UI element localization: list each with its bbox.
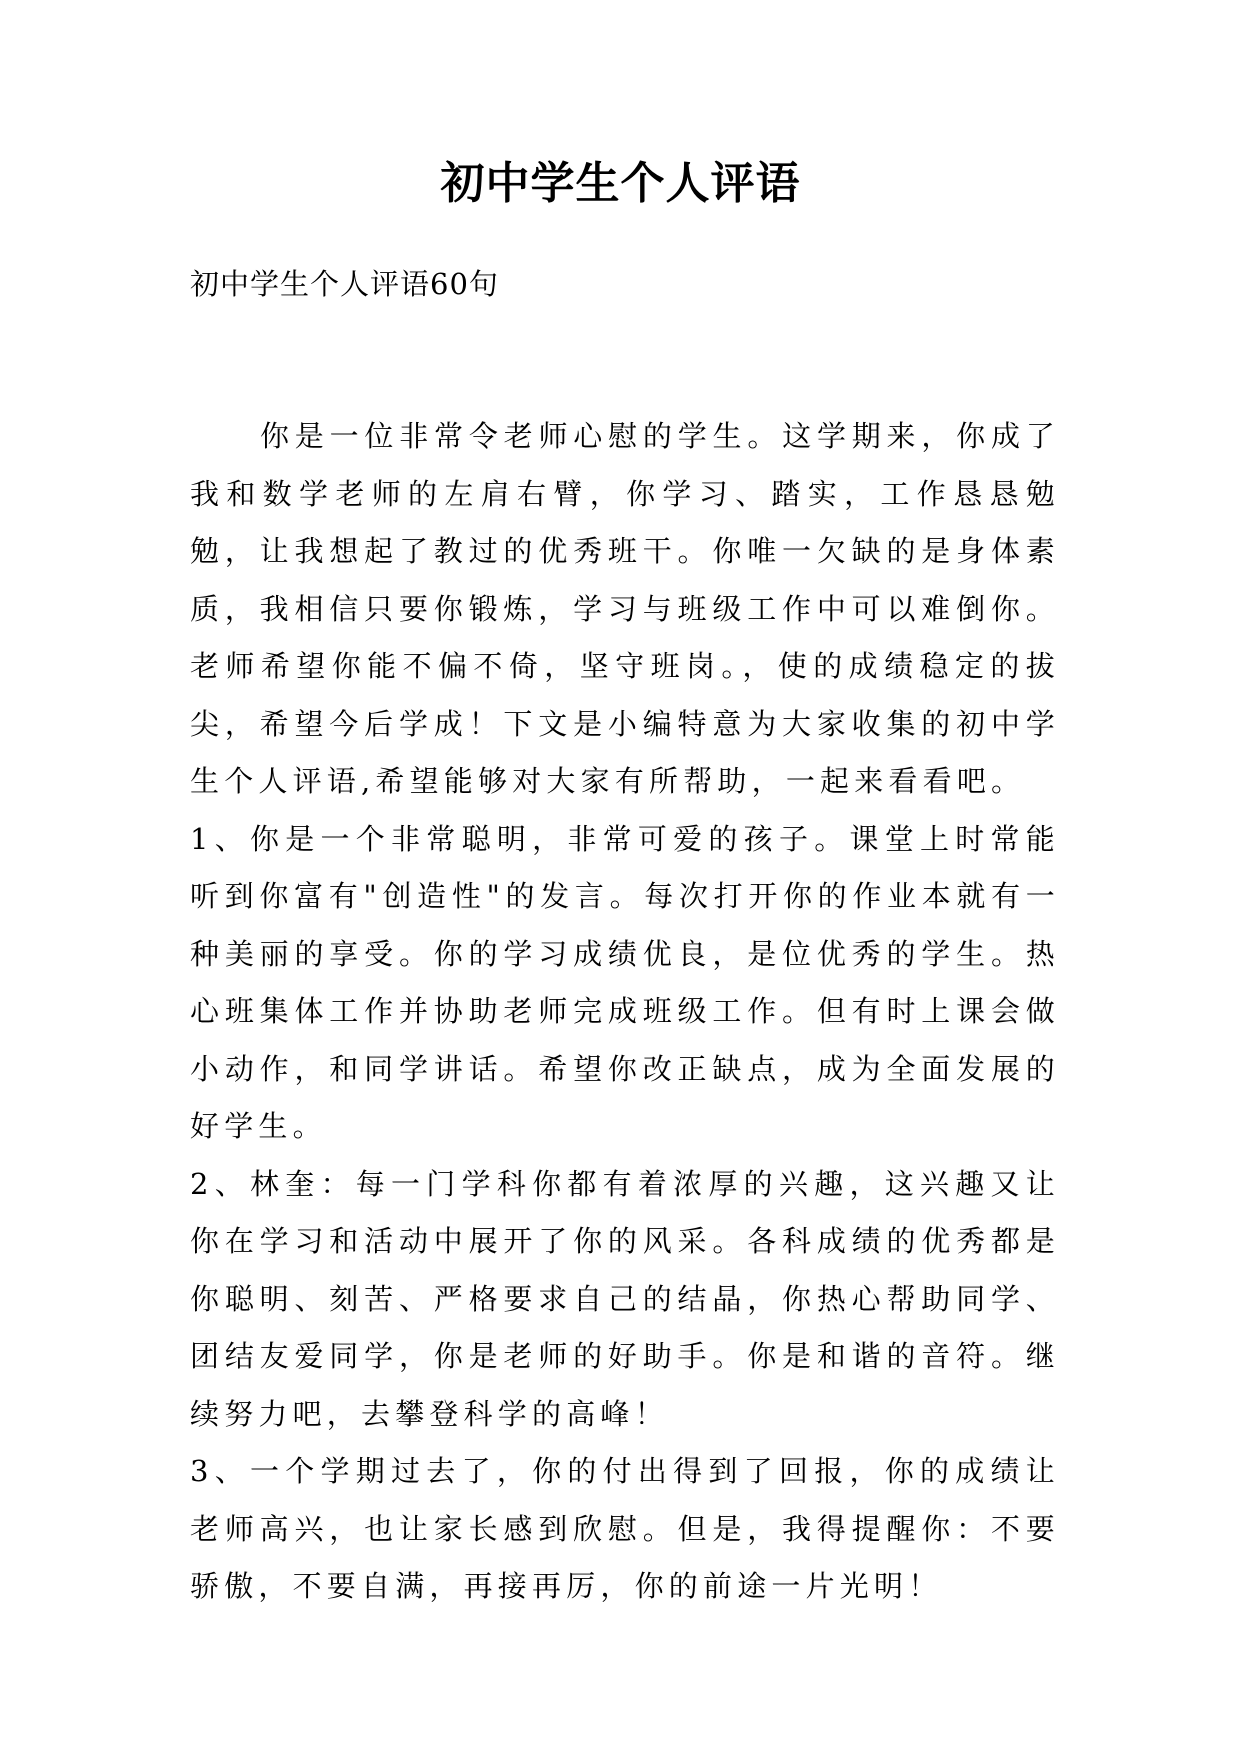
document-title: 初中学生个人评语 xyxy=(440,158,801,209)
document-body xyxy=(190,408,1060,1616)
document-subtitle: 初中学生个人评语60句 xyxy=(190,267,499,301)
intro-paragraph: 你是一位非常令老师心慰的学生。这学期来，你成了我和数学老师的左肩右臂，你学习、踏实，工作恳恳勉勉，让我想起了教过的优秀班干。你唯一欠缺的是身体素质，我相信只要你锻炼，学习与班级工作中可以难倒你。老师希望你能不偏不倚，坚守班岗。，使的成绩稳定的拔尖，希望今后学成！下文是小编特意为大家收集的初中学生个人评语,希望能够对大家有所帮助，一起来看看吧。 xyxy=(190,419,1060,798)
comment-paragraph-3: 3、一个学期过去了，你的付出得到了回报，你的成绩让老师高兴，也让家长感到欣慰。但是，我得提醒你：不要骄傲，不要自满，再接再厉，你的前途一片光明！ xyxy=(190,1454,1060,1603)
comment-paragraph-2: 2、林奎：每一门学科你都有着浓厚的兴趣，这兴趣又让你在学习和活动中展开了你的风采。各科成绩的优秀都是你聪明、刻苦、严格要求自己的结晶，你热心帮助同学、团结友爱同学，你是老师的好助手。你是和谐的音符。继续努力吧，去攀登科学的高峰！ xyxy=(190,1166,1060,1431)
comment-paragraph-1: 1、你是一个非常聪明，非常可爱的孩子。课堂上时常能听到你富有"创造性"的发言。每次打开你的作业本就有一种美丽的享受。你的学习成绩优良，是位优秀的学生。热心班集体工作并协助老师完成班级工作。但有时上课会做小动作，和同学讲话。希望你改正缺点，成为全面发展的好学生。 xyxy=(190,821,1060,1143)
